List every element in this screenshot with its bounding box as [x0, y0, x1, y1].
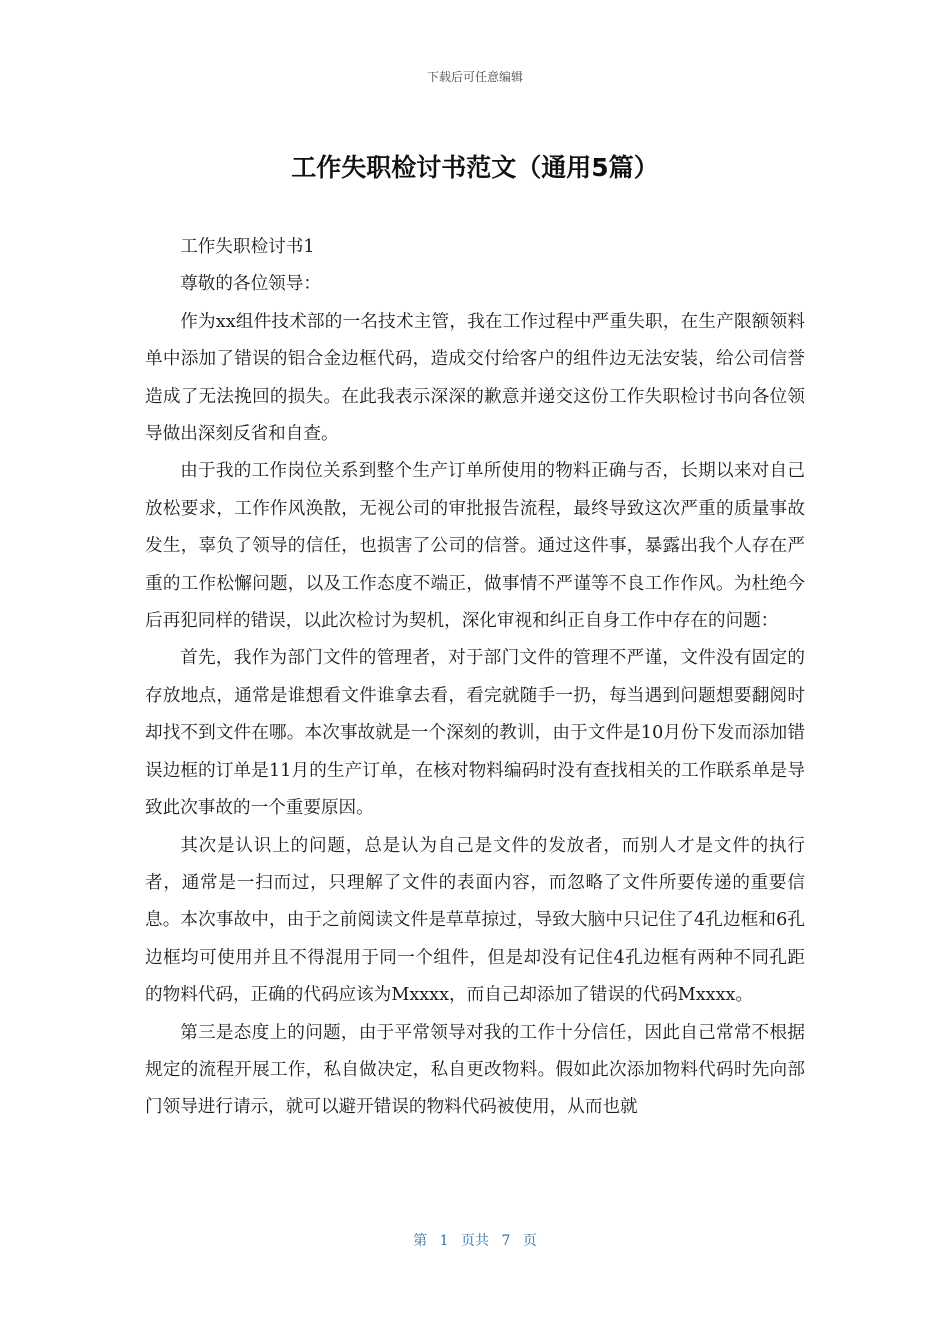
page-footer: [0, 1230, 950, 1250]
body-paragraph: 作为xx组件技术部的一名技术主管，我在工作过程中严重失职，在生产限额领料单中添加了错误的铝合金边框代码，造成交付给客户的组件边无法安装，给公司信誉造成了无法挽回的损失。在此我表示深深的歉意并递交这份工作失职检讨书向各位领导做出深刻反省和自查。: [145, 311, 805, 445]
page-prefix: 第: [413, 1233, 428, 1249]
body-paragraph: 其次是认识上的问题，总是认为自己是文件的发放者，而别人才是文件的执行者，通常是一扫而过，只理解了文件的表面内容，而忽略了文件所要传递的重要信息。本次事故中，由于之前阅读文件是草草掠过，导致大脑中只记住了4孔边框和6孔边框均可使用并且不得混用于同一个组件，但是却没有记住4孔边框有两种不同孔距的物料代码，正确的代码应该为Mxxxx，而自己却添加了错误的代码Mxxxx。: [145, 835, 805, 1006]
body-paragraph: 首先，我作为部门文件的管理者，对于部门文件的管理不严谨，文件没有固定的存放地点，通常是谁想看文件谁拿去看，看完就随手一扔，每当遇到问题想要翻阅时却找不到文件在哪。本次事故就是一个深刻的教训，由于文件是10月份下发而添加错误边框的订单是11月的生产订单，在核对物料编码时没有查找相关的工作联系单是导致此次事故的一个重要原因。: [145, 648, 805, 819]
page-suffix: 页: [522, 1233, 537, 1249]
page-total: 7: [501, 1233, 511, 1249]
header-note: 下载后可任意编辑: [426, 70, 523, 84]
document-body: [145, 229, 805, 1127]
body-paragraph: 第三是态度上的问题，由于平常领导对我的工作十分信任，因此自己常常不根据规定的流程开展工作，私自做决定，私自更改物料。假如此次添加物料代码时先向部门领导进行请示，就可以避开错误的物料代码被使用，从而也就: [145, 1022, 805, 1118]
document-title: 工作失职检讨书范文（通用5篇）: [291, 153, 659, 182]
body-paragraph: 由于我的工作岗位关系到整个生产订单所使用的物料正确与否，长期以来对自己放松要求，工作作风涣散，无视公司的审批报告流程，最终导致这次严重的质量事故发生，辜负了领导的信任，也损害了公司的信誉。通过这件事，暴露出我个人存在严重的工作松懈问题，以及工作态度不端正，做事情不严谨等不良工作作风。为杜绝今后再犯同样的错误，以此次检讨为契机，深化审视和纠正自身工作中存在的问题：: [145, 461, 805, 632]
page-current: 1: [439, 1233, 449, 1249]
salutation: 尊敬的各位领导：: [180, 274, 321, 295]
page-middle: 页共: [461, 1233, 489, 1249]
section-heading: 工作失职检讨书1: [180, 237, 315, 257]
